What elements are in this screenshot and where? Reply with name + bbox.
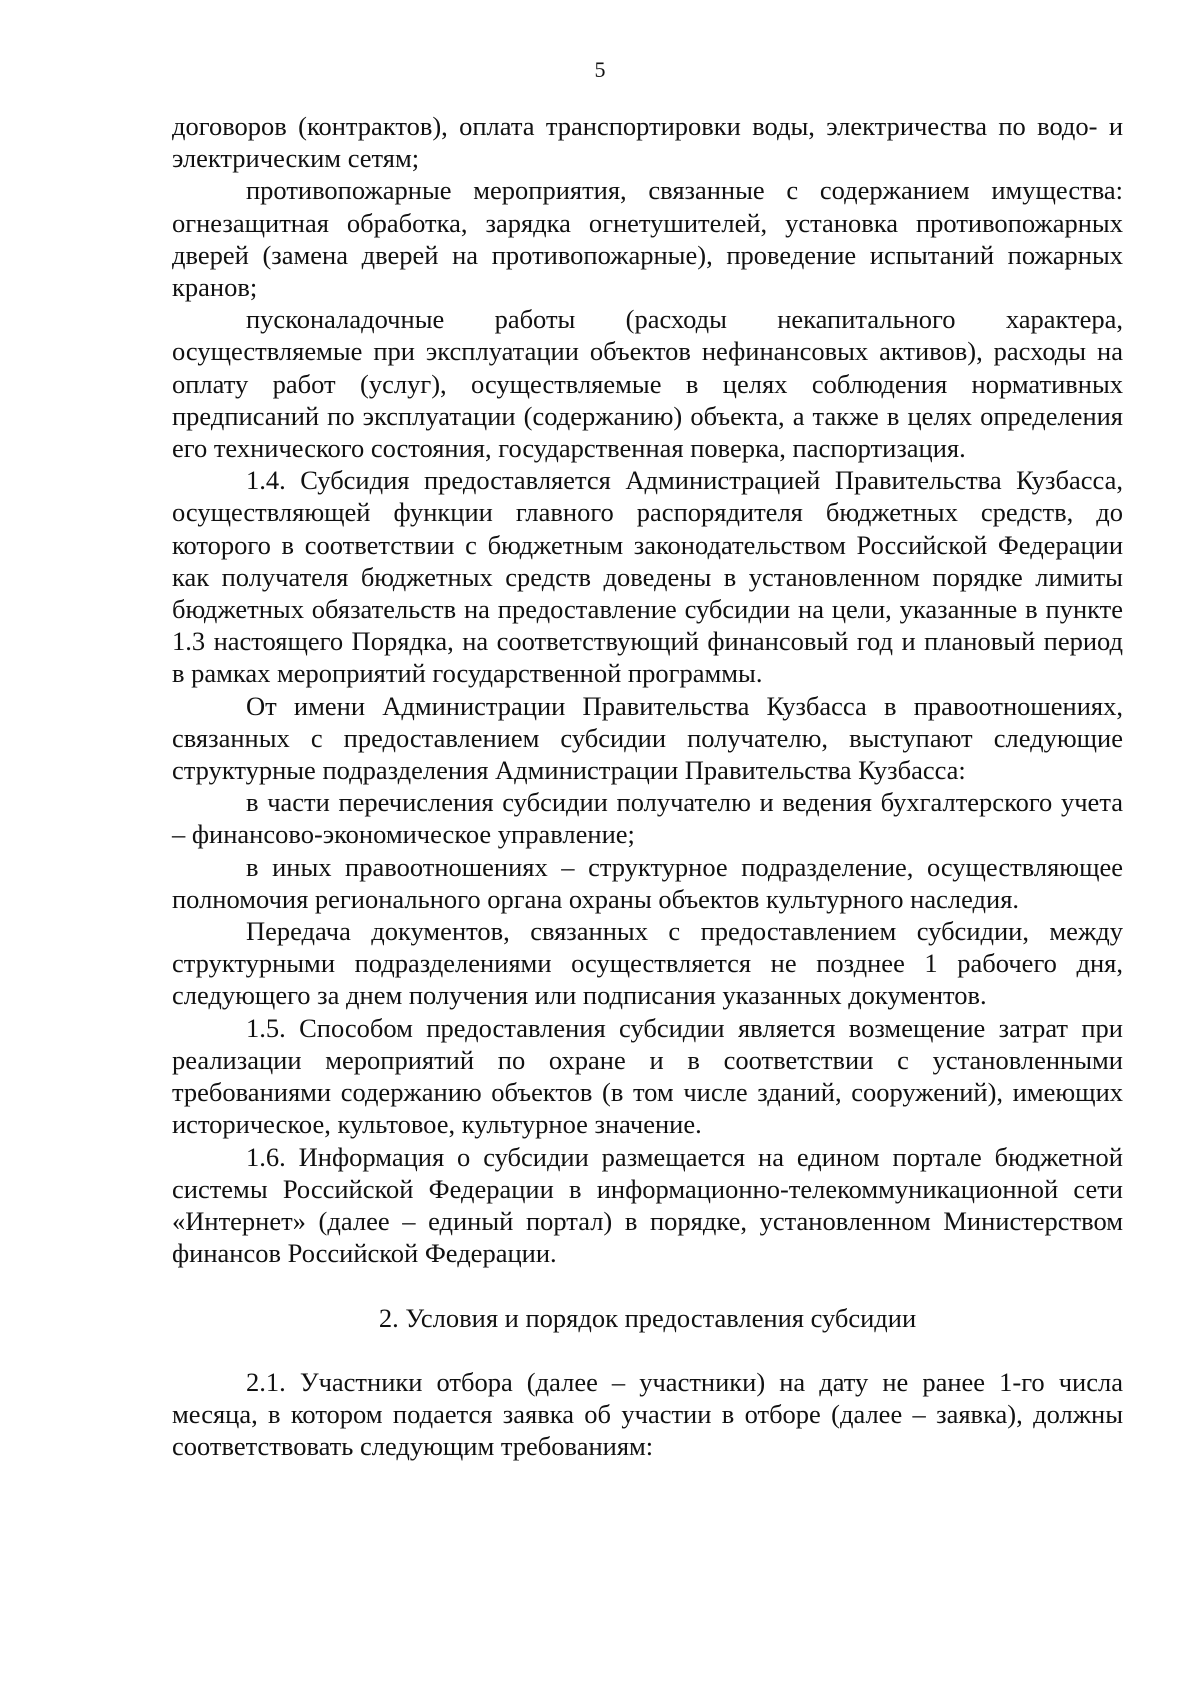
- page-number: 5: [594, 57, 606, 82]
- paragraph-1-4: 1.4. Субсидия предоставляется Администрацией Правительства Кузбасса, осуществляющей функции главного распорядителя бюджетных средств, до которого в соответствии с бюджетным законодательством Российской Федерации как получателя бюджетных средств доведены в установленном порядке лимиты бюджетных обязательств на предоставление субсидии на цели, указанные в пункте 1.3 настоящего Порядка, на соответствующий финансовый год и плановый период в рамках мероприятий государственной программы.: [172, 465, 1123, 689]
- paragraph: договоров (контрактов), оплата транспортировки воды, электричества по водо- и электрическим сетям;: [172, 111, 1123, 174]
- paragraph: Передача документов, связанных с предоставлением субсидии, между структурными подразделениями осуществляется не позднее 1 рабочего дня, следующего за днем получения или подписания указанных документов.: [172, 916, 1123, 1011]
- paragraph: От имени Администрации Правительства Кузбасса в правоотношениях, связанных с предоставлением субсидии получателю, выступают следующие структурные подразделения Администрации Правительства Кузбасса:: [172, 690, 1123, 786]
- paragraph: противопожарные мероприятия, связанные с содержанием имущества: огнезащитная обработка, зарядка огнетушителей, установка противопожарных дверей (замена дверей на противопожарные), проведение испытаний пожарных кранов;: [172, 175, 1123, 303]
- spacer: [172, 1269, 1123, 1301]
- spacer: [172, 1334, 1123, 1366]
- paragraph: пусконаладочные работы (расходы некапитального характера, осуществляемые при эксплуатации объектов нефинансовых активов), расходы на оплату работ (услуг), осуществляемые в целях соблюдения нормативных предписаний по эксплуатации (содержанию) объекта, а также в целях определения его технического состояния, государственная поверка, паспортизация.: [172, 304, 1123, 464]
- document-body: [172, 110, 1123, 1463]
- paragraph: в части перечисления субсидии получателю и ведения бухгалтерского учета – финансово-экономическое управление;: [172, 787, 1123, 850]
- paragraph-1-6: 1.6. Информация о субсидии размещается на едином портале бюджетной системы Российской Федерации в информационно-телекоммуникационной сети «Интернет» (далее – единый портал) в порядке, установленном Министерством финансов Российской Федерации.: [172, 1141, 1123, 1269]
- paragraph-2-1: 2.1. Участники отбора (далее – участники) на дату не ранее 1-го числа месяца, в котором подается заявка об участии в отборе (далее – заявка), должны соответствовать следующим требованиям:: [172, 1366, 1123, 1462]
- paragraph: в иных правоотношениях – структурное подразделение, осуществляющее полномочия регионального органа охраны объектов культурного наследия.: [172, 851, 1123, 914]
- paragraph-1-5: 1.5. Способом предоставления субсидии является возмещение затрат при реализации мероприятий по охране и в соответствии с установленными требованиями содержанию объектов (в том числе зданий, сооружений), имеющих историческое, культовое, культурное значение.: [172, 1012, 1123, 1140]
- section-heading: 2. Условия и порядок предоставления субсидии: [378, 1302, 917, 1333]
